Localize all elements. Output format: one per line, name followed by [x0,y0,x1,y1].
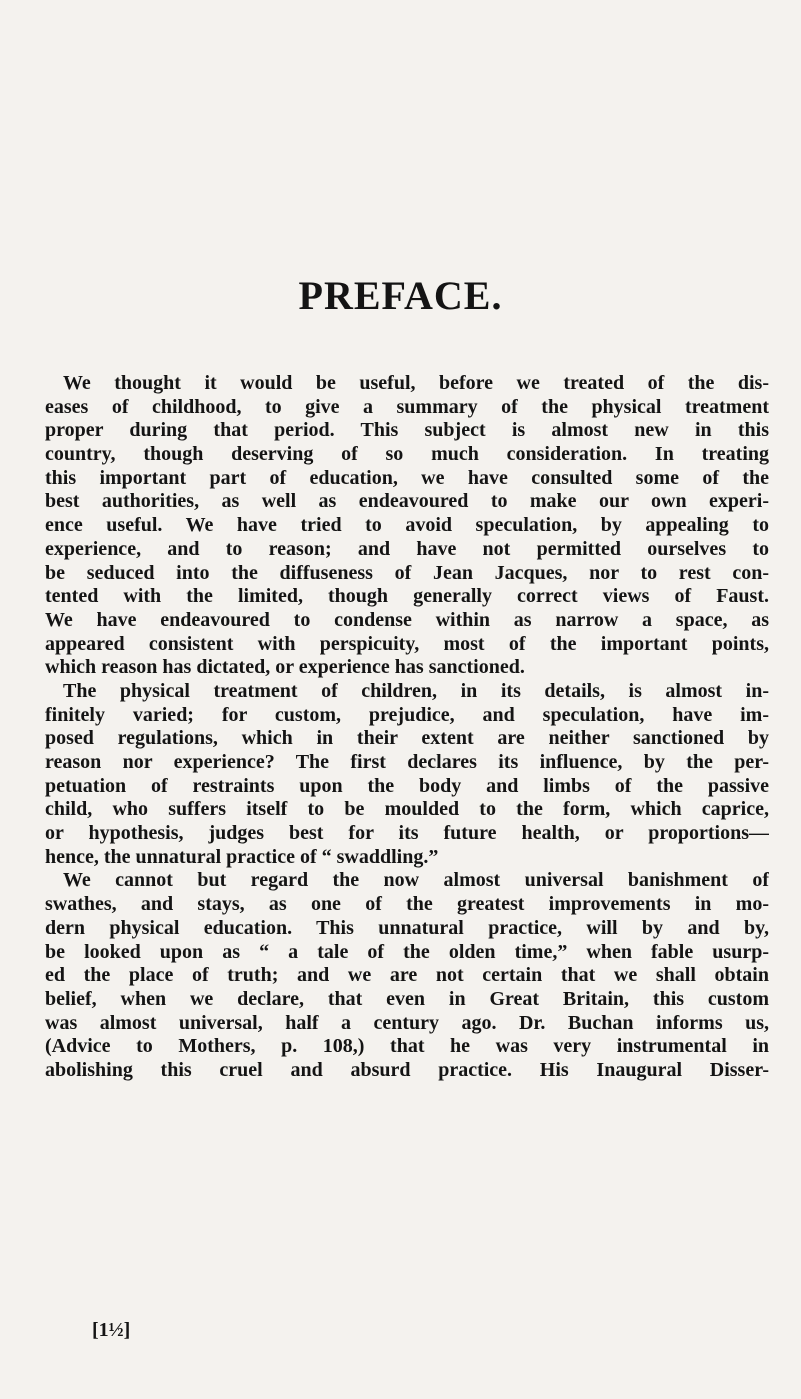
text-line: petuation of restraints upon the body and limbs of the passive [45,774,769,797]
text-line: We have endeavoured to condense within as narrow a space, as [45,608,769,631]
text-line: experience, and to reason; and have not permitted ourselves to [45,537,769,560]
text-line: which reason has dictated, or experience has sanctioned. [45,656,525,679]
text-line: hence, the unnatural practice of “ swaddling.” [45,845,439,868]
text-line: The physical treatment of children, in its details, is almost in- [63,679,769,702]
text-line: child, who suffers itself to be moulded to the form, which caprice, [45,798,769,821]
text-line: or hypothesis, judges best for its future health, or proportions— [45,822,769,845]
text-line: proper during that period. This subject is almost new in this [45,419,769,442]
text-line: ed the place of truth; and we are not certain that we shall obtain [45,964,769,987]
text-line: ence useful. We have tried to avoid speculation, by appealing to [45,514,769,537]
text-line: We thought it would be useful, before we treated of the dis- [63,372,769,394]
signature-mark: [1½] [92,1319,131,1341]
text-line: belief, when we declare, that even in Great Britain, this custom [45,987,769,1010]
text-line: eases of childhood, to give a summary of the physical treatment [45,395,769,418]
text-line: country, though deserving of so much consideration. In treating [45,443,769,466]
text-line: this important part of education, we have consulted some of the [45,466,769,489]
text-line: We cannot but regard the now almost universal banishment of [63,869,769,892]
text-line: be looked upon as “ a tale of the olden time,” when fable usurp- [45,940,769,963]
text-line: was almost universal, half a century ago. Dr. Buchan informs us, [45,1011,769,1034]
body-text [45,372,769,1083]
text-line: posed regulations, which in their extent are neither sanctioned by [45,727,769,750]
text-line: abolishing this cruel and absurd practice. His Inaugural Disser- [45,1058,769,1081]
text-line: be seduced into the diffuseness of Jean Jacques, nor to rest con- [45,561,769,584]
text-line: best authorities, as well as endeavoured to make our own experi- [45,490,769,513]
page-title: PREFACE. [298,273,503,318]
text-line: finitely varied; for custom, prejudice, and speculation, have im- [45,703,769,726]
text-line: appeared consistent with perspicuity, most of the important points, [45,632,769,655]
text-line: reason nor experience? The first declares its influence, by the per- [45,751,769,773]
text-line: dern physical education. This unnatural practice, will by and by, [45,916,769,939]
text-line: tented with the limited, though generally correct views of Faust. [45,585,769,608]
text-line: (Advice to Mothers, p. 108,) that he was very instrumental in [45,1035,769,1058]
text-line: swathes, and stays, as one of the greatest improvements in mo- [45,893,769,916]
